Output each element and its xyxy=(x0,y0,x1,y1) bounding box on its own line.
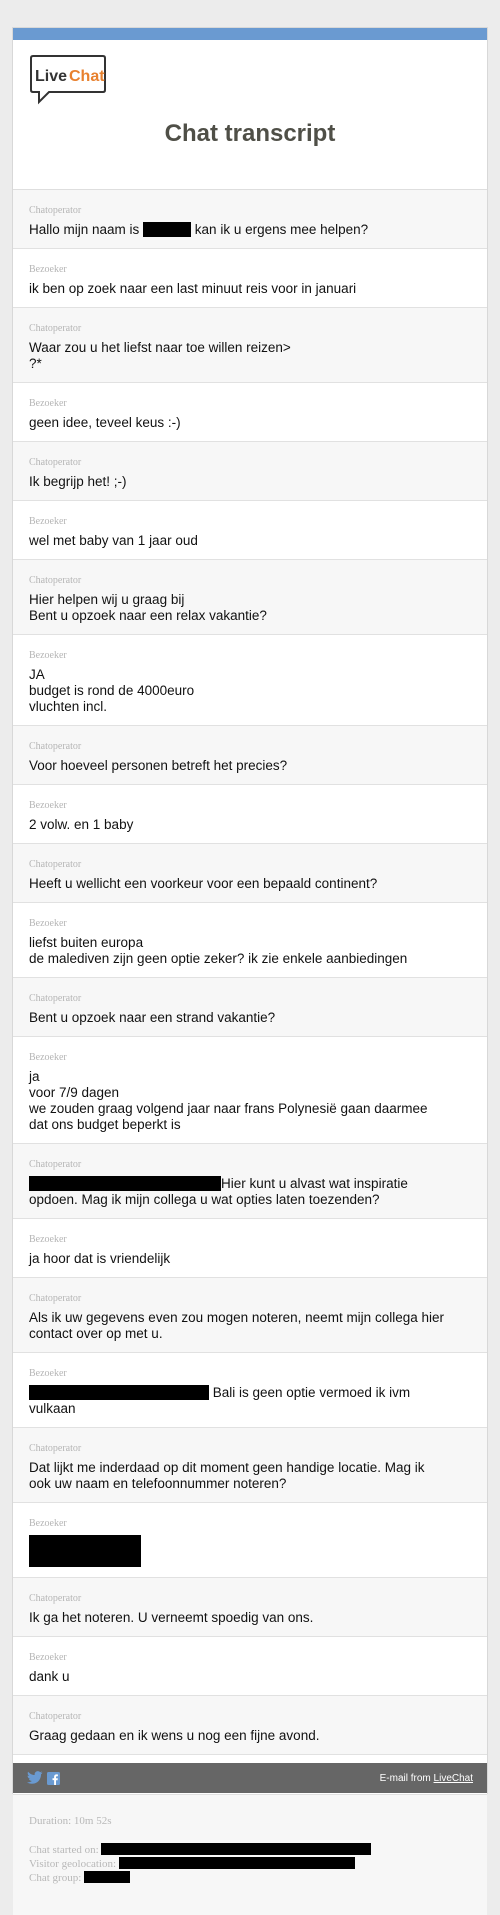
visitor-message xyxy=(13,249,487,308)
visitor-message xyxy=(13,1219,487,1278)
facebook-icon[interactable] xyxy=(47,1772,60,1785)
message-author: Bezoeker xyxy=(29,398,67,409)
visitor-message xyxy=(13,785,487,844)
operator-message xyxy=(13,844,487,903)
redacted-block xyxy=(29,1535,141,1567)
message-text: Hier helpen wij u graag bij Bent u opzoek naar een relax vakantie? xyxy=(29,592,267,623)
message-author: Chatoperator xyxy=(29,1293,82,1304)
message-text-part: Hier kunt u alvast wat inspiratie opdoen. Mag ik mijn collega u wat opties laten toezenden? xyxy=(29,1176,408,1207)
chat-group-line xyxy=(29,1871,471,1885)
top-accent-bar xyxy=(13,28,487,40)
message-author: Bezoeker xyxy=(29,650,67,661)
page-title: Chat transcript xyxy=(164,120,336,147)
message-text: Waar zou u het liefst naar toe willen reizen> ?* xyxy=(29,340,291,371)
operator-message xyxy=(13,560,487,635)
message-author: Chatoperator xyxy=(29,323,82,334)
redacted-block xyxy=(143,222,191,237)
chat-info xyxy=(13,1795,487,1915)
visitor-message xyxy=(13,1637,487,1696)
message-text: Graag gedaan en ik wens u nog een fijne avond. xyxy=(29,1728,320,1743)
visitor-geolocation-label: Visitor geolocation: xyxy=(29,1858,117,1870)
message-author: Bezoeker xyxy=(29,264,67,275)
message-author: Chatoperator xyxy=(29,575,82,586)
visitor-message xyxy=(13,383,487,442)
operator-message xyxy=(13,978,487,1037)
visitor-geolocation-line xyxy=(29,1857,471,1871)
message-author: Chatoperator xyxy=(29,1443,82,1454)
social-links xyxy=(27,1771,60,1785)
message-author: Bezoeker xyxy=(29,516,67,527)
message-author: Chatoperator xyxy=(29,1593,82,1604)
chat-group-label: Chat group: xyxy=(29,1872,82,1884)
operator-message xyxy=(13,1278,487,1353)
operator-message xyxy=(13,1578,487,1637)
visitor-message xyxy=(13,1037,487,1144)
chat-started-label: Chat started on: xyxy=(29,1844,99,1856)
operator-message xyxy=(13,190,487,249)
twitter-icon[interactable] xyxy=(27,1771,43,1785)
operator-message xyxy=(13,1696,487,1755)
message-text: Als ik uw gegevens even zou mogen noteren, neemt mijn collega hier contact over op met u. xyxy=(29,1310,444,1341)
message-author: Chatoperator xyxy=(29,1711,82,1722)
email-from-prefix: E-mail from xyxy=(379,1772,434,1784)
operator-message xyxy=(13,1428,487,1503)
message-author: Chatoperator xyxy=(29,993,82,1004)
visitor-message xyxy=(13,1503,487,1578)
message-text: Bent u opzoek naar een strand vakantie? xyxy=(29,1010,276,1025)
operator-message xyxy=(13,726,487,785)
operator-message xyxy=(13,442,487,501)
message-author: Bezoeker xyxy=(29,1234,67,1245)
message-text: Voor hoeveel personen betreft het precies? xyxy=(29,758,288,773)
livechat-link[interactable]: LiveChat xyxy=(433,1772,473,1784)
email-from xyxy=(380,1773,473,1784)
message-text: 2 volw. en 1 baby xyxy=(29,817,134,832)
operator-message xyxy=(13,308,487,383)
message-text xyxy=(29,222,471,238)
message-text: Ik ga het noteren. U verneemt spoedig van ons. xyxy=(29,1610,314,1625)
message-author: Chatoperator xyxy=(29,741,82,752)
message-text: wel met baby van 1 jaar oud xyxy=(29,533,198,548)
message-text: ik ben op zoek naar een last minuut reis voor in januari xyxy=(29,281,357,296)
redacted-block xyxy=(84,1871,130,1883)
message-author: Bezoeker xyxy=(29,1052,67,1063)
message-author: Bezoeker xyxy=(29,1652,67,1663)
message-text: Heeft u wellicht een voorkeur voor een bepaald continent? xyxy=(29,876,378,891)
message-author: Bezoeker xyxy=(29,918,67,929)
message-text xyxy=(29,1176,471,1208)
message-text: geen idee, teveel keus :-) xyxy=(29,415,181,430)
operator-message xyxy=(13,1144,487,1219)
visitor-message xyxy=(13,1353,487,1428)
footer-bar xyxy=(13,1763,487,1793)
visitor-message xyxy=(13,635,487,726)
transcript-header xyxy=(13,40,487,190)
redacted-block xyxy=(29,1385,209,1400)
message-author: Chatoperator xyxy=(29,1159,82,1170)
message-text: ja hoor dat is vriendelijk xyxy=(29,1251,171,1266)
message-text xyxy=(29,1535,471,1567)
redacted-block xyxy=(101,1843,371,1855)
visitor-message xyxy=(13,501,487,560)
message-author: Bezoeker xyxy=(29,800,67,811)
redacted-block xyxy=(29,1176,221,1191)
chat-started-line xyxy=(29,1843,471,1857)
message-text: Ik begrijp het! ;-) xyxy=(29,474,127,489)
message-author: Chatoperator xyxy=(29,859,82,870)
message-text-part: Bali is geen optie vermoed ik ivm vulkaan xyxy=(29,1385,411,1416)
message-text xyxy=(29,1385,471,1417)
message-list xyxy=(13,190,487,1755)
chat-duration: Duration: 10m 52s xyxy=(29,1815,112,1827)
message-text: JA budget is rond de 4000euro vluchten incl. xyxy=(29,667,195,714)
message-author: Bezoeker xyxy=(29,1518,67,1529)
transcript-page xyxy=(12,27,488,1884)
redacted-block xyxy=(119,1857,355,1869)
message-text-part: kan ik u ergens mee helpen? xyxy=(191,222,369,237)
message-text: ja voor 7/9 dagen we zouden graag volgend jaar naar frans Polynesië gaan daarmee dat ons budget beperkt is xyxy=(29,1069,428,1132)
message-author: Bezoeker xyxy=(29,1368,67,1379)
livechat-logo xyxy=(29,54,107,104)
visitor-message xyxy=(13,903,487,978)
message-text-part: Hallo mijn naam is xyxy=(29,222,144,237)
message-author: Chatoperator xyxy=(29,205,82,216)
svg-text:Chat: Chat xyxy=(69,68,105,85)
message-author: Chatoperator xyxy=(29,457,82,468)
message-text: liefst buiten europa de malediven zijn geen optie zeker? ik zie enkele aanbiedingen xyxy=(29,935,408,966)
svg-text:Live: Live xyxy=(35,68,68,85)
message-text: dank u xyxy=(29,1669,70,1684)
message-text: Dat lijkt me inderdaad op dit moment geen handige locatie. Mag ik ook uw naam en telefoonnummer noteren? xyxy=(29,1460,425,1491)
